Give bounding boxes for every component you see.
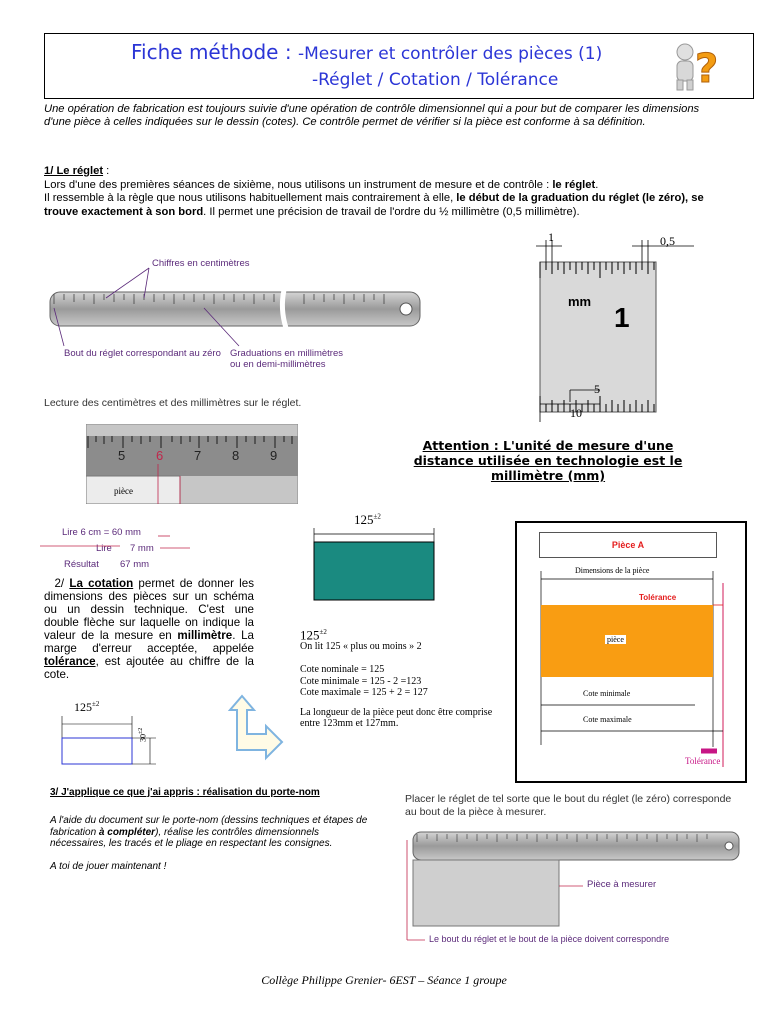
placement-figure: [405, 828, 745, 954]
reading-num-9: 9: [270, 448, 278, 463]
ruler-detail-figure: [514, 230, 714, 426]
reading-line-2b: 7 mm: [130, 543, 154, 554]
reading-num-7: 7: [194, 448, 202, 463]
section-3-body: A l'aide du document sur le porte-nom (dessins techniques et étapes de fabrication à compléter), réalise les contrôles dimensionnels nécessaires, les tracés et le pliage en respectant les consignes. A toi de jouer maintenant !: [50, 815, 368, 872]
piece-a-piece-label: pièce: [607, 635, 624, 644]
small-cote-value: $125^{\pm 2}$: [74, 700, 100, 714]
section-cotation: 2/ La cotation permet de donner les dimensions des pièces sur un schéma ou un dessin technique. C'est une double flèche sur laquelle on indique la valeur de la mesure en millimètre. La marge d'erreur acceptée, appelée tolérance, est ajoutée au chiffre de la cote.: [44, 577, 254, 681]
header-box: [44, 33, 754, 99]
label-zero-end: Bout du réglet correspondant au zéro: [64, 348, 221, 359]
piece-a-figure: [515, 521, 747, 783]
reading-num-6: 6: [156, 448, 164, 463]
intro-paragraph: Une opération de fabrication est toujours suivie d'une opération de contrôle dimensionnel qui a pour but de comparer les dimensions d'une pièce à celles indiquées sur le dessin (cotes). Ce contrôle permet de vérifier si la pièce est conforme à sa définition.: [44, 103, 700, 128]
dim-five: 5: [594, 382, 600, 396]
cote-figure: [310, 512, 440, 602]
page-footer: Collège Philippe Grenier- 6EST – Séance 1 groupe: [261, 973, 507, 987]
cote-value: $125^{\pm 2}$: [354, 512, 381, 527]
label-graduations: Graduations en millimètres ou en demi-millimètres: [230, 348, 343, 370]
small-cote-figure: [56, 700, 166, 770]
reading-title: Lecture des centimètres et des millimètres sur le réglet.: [44, 397, 302, 409]
piece-a-min-label: Cote minimale: [583, 689, 631, 698]
ruler-figure: [44, 250, 424, 380]
section-3-heading: 3/ J'applique ce que j'ai appris : réalisation du porte-nom: [50, 787, 320, 798]
reading-line-1: Lire 6 cm = 60 mm: [62, 527, 141, 538]
label-centimeters: Chiffres en centimètres: [152, 258, 250, 269]
dim-one: 1: [548, 230, 554, 244]
piece-a-tolerance-top: Tolérance: [639, 593, 677, 602]
placement-title: Placer le réglet de tel sorte que le bout du réglet (le zéro) corresponde au bout de la pièce à mesurer.: [405, 793, 732, 818]
reading-connectors: [40, 530, 190, 570]
explanation-conclusion: La longueur de la pièce peut donc être comprise entre 123mm et 127mm.: [300, 706, 493, 730]
placement-bottom-label: Le bout du réglet et le bout de la pièce doivent correspondre: [429, 934, 670, 944]
reading-piece-label: pièce: [114, 486, 133, 496]
thinking-person-icon: [671, 38, 723, 92]
section-reglet: 1/ Le réglet : Lors d'une des premières séances de sixième, nous utilisons un instrument de mesure et de contrôle : le réglet. Il ressemble à la règle que nous utilisons habituellement mais contrairement à elle, le début de la graduation du réglet (le zéro), se trouve exactement à son bord. Il permet une précision de travail de l'ordre du ½ millimètre (0,5 millimètre).: [44, 165, 704, 218]
reading-line-3a: Résultat: [64, 559, 99, 570]
attention-note: Attention : L'unité de mesure d'une distance utilisée en technologie est le millimètre (mm): [413, 438, 683, 483]
dim-ten: 10: [570, 406, 582, 420]
page-title: Fiche méthode : -Mesurer et contrôler des pièces (1): [131, 40, 603, 64]
svg-text:?: ?: [695, 46, 719, 92]
small-cote-drawing: [56, 712, 166, 770]
arrow-shape-icon: [228, 694, 288, 764]
reading-num-5: 5: [118, 448, 126, 463]
title-part-1: -Mesurer et contrôler des pièces (1): [297, 44, 603, 64]
reading-num-8: 8: [232, 448, 240, 463]
reading-figure: [86, 424, 298, 504]
dim-half: 0,5: [660, 234, 675, 248]
reading-line-2a: Lire: [96, 543, 112, 554]
piece-a-title: Pièce A: [539, 532, 717, 558]
piece-a-drawing: [517, 523, 745, 781]
reading-line-3b: 67 mm: [120, 559, 150, 570]
explanation-max: Cote maximale = 125 + 2 = 127: [300, 687, 428, 699]
title-part-2: -Réglet / Cotation / Tolérance: [312, 70, 559, 90]
placement-piece-label: Pièce à mesurer: [587, 879, 657, 890]
explanation-nominal: Cote nominale = 125: [300, 664, 385, 676]
piece-a-max-label: Cote maximale: [583, 715, 632, 724]
piece-a-tolerance-bottom: Tolérance: [685, 756, 721, 766]
section-1-heading: 1/ Le réglet: [44, 165, 104, 177]
section-2-heading: La cotation: [69, 577, 134, 590]
explanation-min: Cote minimale = 125 - 2 =123: [300, 675, 422, 687]
piece-a-dims-label: Dimensions de la pièce: [575, 566, 650, 575]
unit-mm: mm: [568, 294, 592, 309]
cm-digit: 1: [614, 302, 630, 333]
cote-explanation: $125^{\pm 2}$ On lit 125 « plus ou moins » 2 Cote nominale = 125 Cote minimale = 125 - 2 =123 Cote maximale = 125 + 2 = 127 La longueur de la pièce peut donc être comprise entre 123mm et 127mm.: [300, 627, 500, 730]
cote-rectangle: [310, 528, 440, 602]
small-cote-side: $30^{\pm 2}$: [138, 727, 148, 742]
explanation-read: On lit 125 « plus ou moins » 2: [300, 640, 422, 652]
